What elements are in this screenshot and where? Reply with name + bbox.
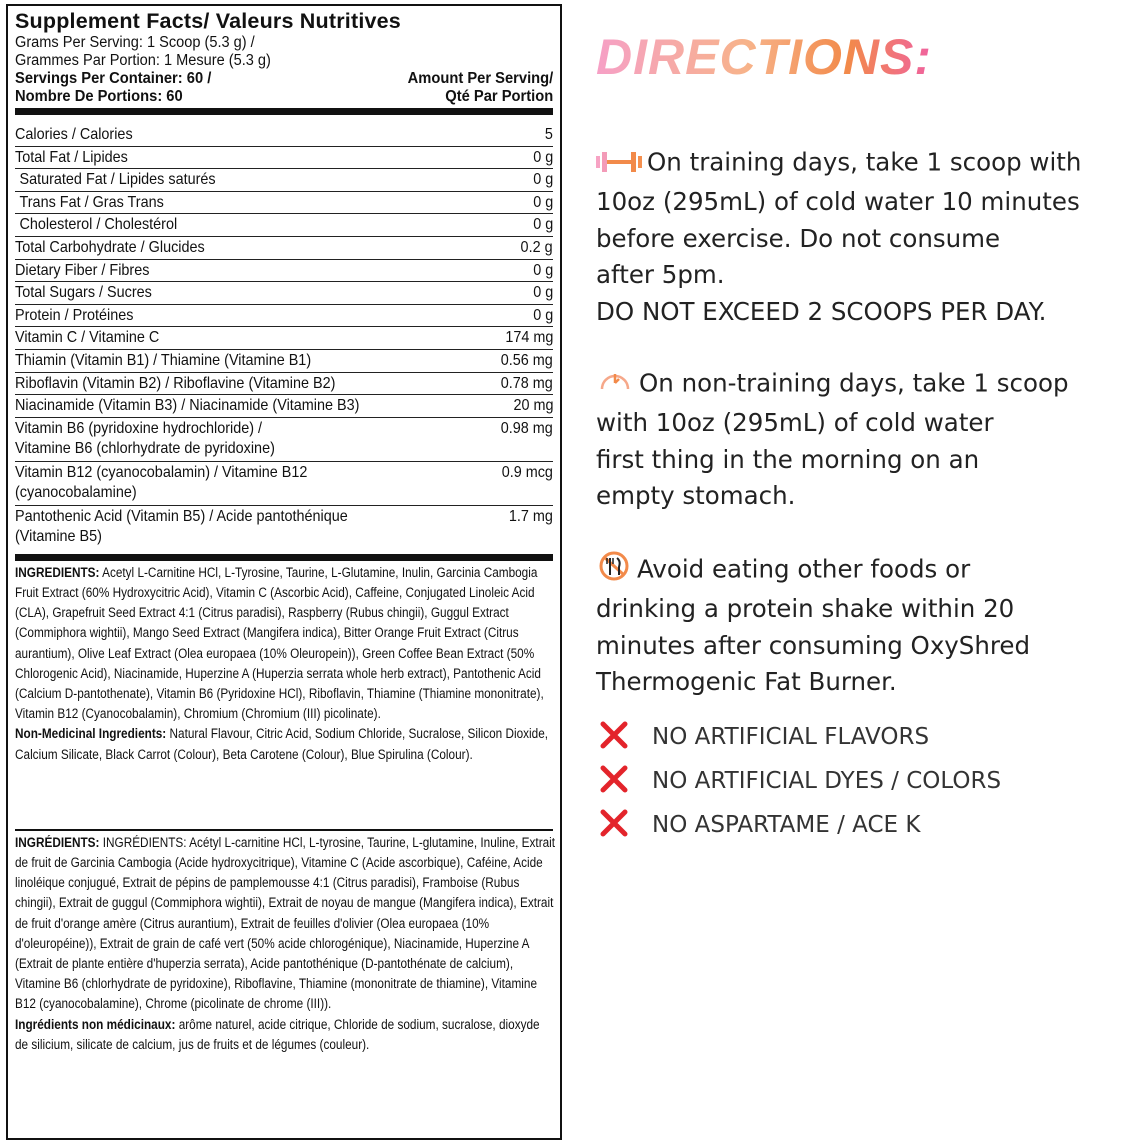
nutrient-row (15, 214, 553, 237)
nutrient-value: 0.98 mg (500, 419, 553, 437)
nutrient-label: Total Carbohydrate / Glucides (15, 238, 205, 256)
nutrient-row (15, 506, 553, 550)
facts-title: Supplement Facts/ Valeurs Nutritives (15, 9, 401, 33)
nonmed-en-text: Natural Flavour, Citric Acid, Sodium Chloride, Sucralose, Silicon Dioxide, Calcium Silicate, Black Carrot (Colour), Beta Carotene (Colour), Blue Spirulina (Colour). (15, 726, 549, 762)
nutrient-label: Total Fat / Lipides (15, 148, 128, 166)
ingredients-fr-text: INGRÉDIENTS: Acétyl L-carnitine HCl, L-tyrosine, Taurine, L-glutamine, Inuline, Extrait de fruit de Garcinia Cambogia (Acide hydroxycitrique), Vitamine C (Acide ascorbique), Caféine, Acide linoléique conjugué, Extrait de pépins de pamplemousse 4:1 (Citrus paradisi), Framboise (Rubus chingii), Extrait de guggul (Commiphora wightii), Extrait de noyau de mangue (Mangifera indica), Extrait de fruit d'orange amère (Citrus aurantium), Extrait de feuilles d'olivier (Olea europaea (10% d'oleuropéine)), Extrait de grain de café vert (50% acide chlorogénique), Niacinamide, Huperzine A (Extrait de plante entière d'huperzia serrata), Acide pantothénique (D-pantothénate de calcium), Vitamine B6 (chlorhydrate de pyridoxine), Riboflavine, Thiamine (mononitrate de thiamine), Vitamine B12 (cyanocobalamine), Chrome (picolinate de chrome (III)). (15, 834, 556, 1012)
directions-non-training (596, 328, 1136, 515)
nutrient-row (15, 418, 553, 462)
directions-training (596, 111, 1136, 330)
ingredients-en-label: INGREDIENTS: (15, 564, 100, 580)
nutrient-label: Trans Fat / Gras Trans (19, 193, 164, 211)
nutrient-row (15, 350, 553, 373)
ingredients-divider (15, 554, 553, 561)
claim-item (598, 803, 1001, 847)
x-icon (598, 719, 638, 756)
nutrient-row (15, 147, 553, 170)
nutrient-label: Thiamin (Vitamin B1) / Thiamine (Vitamine B1) (15, 351, 312, 369)
serving-size-fr: Grammes Par Portion: 1 Mesure (5.3 g) (15, 52, 271, 69)
directions-avoid (596, 514, 1136, 701)
ingredients-fr-label: INGRÉDIENTS: (15, 834, 100, 850)
nutrient-label: Pantothenic Acid (Vitamin B5) / Acide pantothénique (Vitamine B5) (15, 507, 348, 545)
directions-title: DIRECTIONS: (596, 29, 932, 85)
nutrient-row (15, 327, 553, 350)
servings-per-container: Servings Per Container: 60 / (15, 70, 212, 87)
supplement-facts-panel (6, 4, 562, 1140)
nutrient-value: 0.56 mg (500, 351, 553, 369)
nutrient-value: 0 g (532, 261, 553, 279)
nutrient-label: Protein / Protéines (15, 306, 134, 324)
nutrient-row (15, 373, 553, 396)
nutrient-label: Calories / Calories (15, 126, 133, 143)
claim-text: NO ARTIFICIAL FLAVORS (652, 724, 930, 750)
nutrient-label: Saturated Fat / Lipides saturés (19, 171, 216, 189)
nutrient-label: Total Sugars / Sucres (15, 284, 152, 302)
ingredients-en (15, 561, 555, 821)
training-text: On training days, take 1 scoop with 10oz (295mL) of cold water 10 minutes before exercise. Do not consume after 5pm. DO NOT EXCEED 2 SCOOPS PER DAY. (596, 147, 1082, 326)
claim-item (598, 715, 1001, 759)
x-icon (598, 807, 638, 844)
nutrient-value: 0.2 g (520, 238, 553, 256)
nonmed-fr-text: arôme naturel, acide citrique, Chloride de sodium, sucralose, dioxyde de silicium, silicate de calcium, jus de fruits et de légumes (couleur). (15, 1016, 540, 1052)
nutrient-value: 174 mg (504, 329, 553, 347)
ingredients-fr (15, 831, 555, 1055)
nutrient-row (15, 305, 553, 328)
nutrient-label: Vitamin C / Vitamine C (15, 329, 160, 347)
nutrient-row (15, 395, 553, 418)
nutrient-value: 0 g (532, 306, 553, 324)
nutrient-value: 0 g (532, 216, 553, 234)
nonmed-fr-label: Ingrédients non médicinaux: (15, 1016, 176, 1032)
avoid-text: Avoid eating other foods or drinking a protein shake within 20 minutes after consuming OxyShred Thermogenic Fat Burner. (596, 554, 1031, 696)
nutrient-label: Dietary Fiber / Fibres (15, 261, 150, 279)
claim-text: NO ARTIFICIAL DYES / COLORS (652, 768, 1002, 794)
nutrient-label: Vitamin B6 (pyridoxine hydrochloride) / Vitamine B6 (chlorhydrate de pyridoxine) (15, 419, 275, 457)
nutrient-value: 20 mg (512, 397, 553, 415)
nutrient-value: 0 g (532, 171, 553, 189)
nutrient-row (15, 192, 553, 215)
nutrient-row (15, 462, 553, 506)
nutrient-label: Vitamin B12 (cyanocobalamin) / Vitamine B12 (cyanocobalamine) (15, 463, 308, 501)
claim-item (598, 759, 1001, 803)
nutrient-label: Niacinamide (Vitamin B3) / Niacinamide (Vitamine B3) (15, 397, 360, 415)
amount-per-serving: Amount Per Serving/ (407, 70, 553, 87)
claims-list (598, 715, 1001, 847)
ingredients-en-text: Acetyl L-Carnitine HCl, L-Tyrosine, Taurine, L-Glutamine, Inulin, Garcinia Cambogia Fruit Extract (60% Hydroxycitric Acid), Vitamin C (Ascorbic Acid), Caffeine, Conjugated Linoleic Acid (CLA), Grapefruit Seed Extract 4:1 (Citrus paradisi), Raspberry (Rubus chingii), Guggul Extract (Commiphora wightii), Mango Seed Extract (Mangifera indica), Bitter Orange Fruit Extract (Citrus aurantium), Olive Leaf Extract (Olea europaea (10% Oleuropein)), Green Coffee Bean Extract (50% Chlorogenic Acid), Niacinamide, Huperzine A (Huperzia serrata whole herb extract), Pantothenic Acid (Calcium D-pantothenate), Vitamin B6 (Pyridoxine HCl), Riboflavin, Thiamine (Thiamine mononitrate), Vitamin B12 (Cyanocobalamin), Chromium (Chromium (III) picolinate). (15, 564, 544, 722)
nutrient-value: 0 g (532, 193, 553, 211)
non-training-text: On non-training days, take 1 scoop with 10oz (295mL) of cold water first thing in the morning on an empty stomach. (596, 368, 1069, 510)
nutrient-table (15, 124, 553, 550)
nutrient-label: Cholesterol / Cholestérol (19, 216, 178, 234)
facts-divider-thick (15, 108, 553, 115)
nutrient-value: 0 g (532, 148, 553, 166)
nombre-de-portions: Nombre De Portions: 60 (15, 88, 183, 105)
dumbbell-icon (596, 111, 642, 184)
no-food-icon (596, 514, 632, 591)
nutrient-label: Riboflavin (Vitamin B2) / Riboflavine (Vitamine B2) (15, 374, 336, 392)
nutrient-value: 0.9 mcg (501, 463, 553, 481)
x-icon (598, 763, 638, 800)
nutrient-row (15, 237, 553, 260)
nutrient-row (15, 124, 553, 147)
nutrient-value: 1.7 mg (508, 507, 553, 525)
claim-text: NO ASPARTAME / ACE K (652, 812, 921, 838)
servings-header (15, 70, 553, 106)
nutrient-value: 5 (544, 126, 553, 143)
serving-size-en: Grams Per Serving: 1 Scoop (5.3 g) / (15, 34, 255, 51)
nutrient-row (15, 169, 553, 192)
nutrient-row (15, 260, 553, 283)
nutrient-row (15, 282, 553, 305)
clock-icon (596, 328, 634, 405)
nutrient-value: 0 g (532, 284, 553, 302)
nutrient-value: 0.78 mg (500, 374, 553, 392)
qte-par-portion: Qté Par Portion (445, 88, 553, 105)
nonmed-en-label: Non-Medicinal Ingredients: (15, 726, 167, 742)
